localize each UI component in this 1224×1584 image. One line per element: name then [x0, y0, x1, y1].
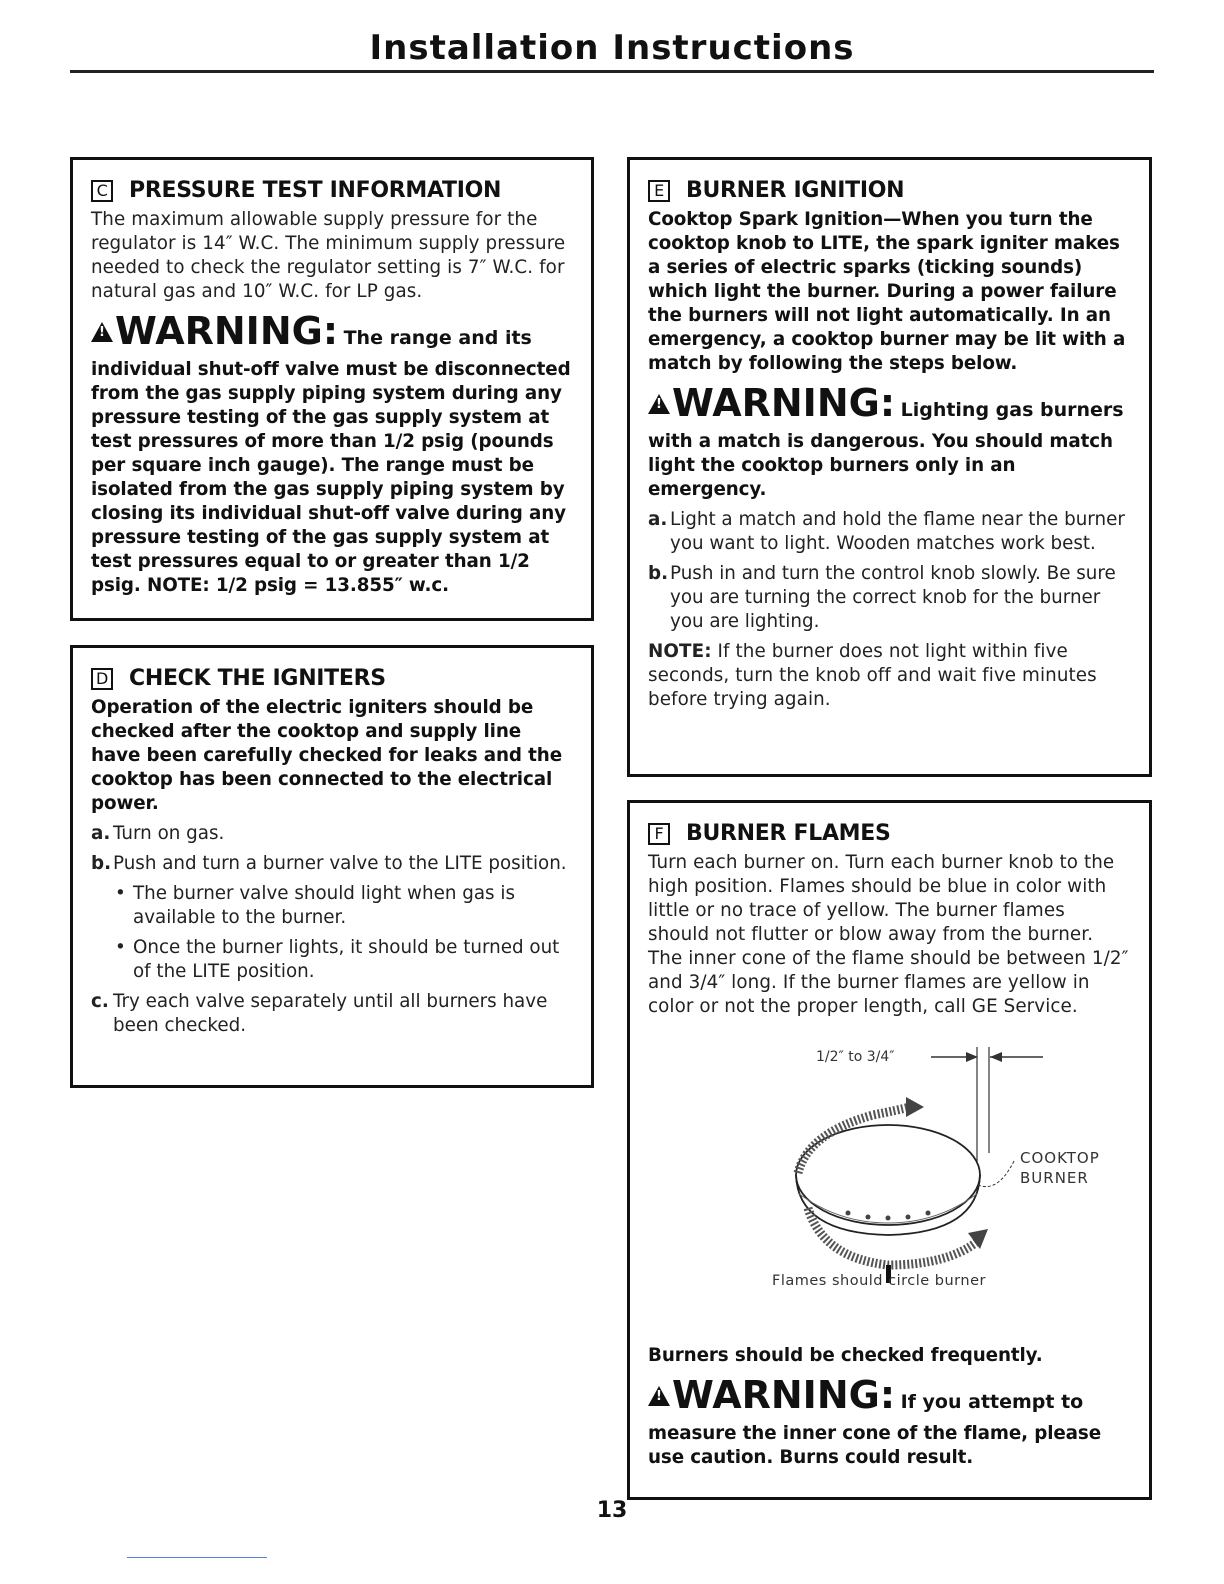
check-frequency-note: Burners should be checked frequently. — [648, 1345, 1043, 1366]
warning-lead: Lighting gas burners — [900, 399, 1124, 421]
step-label: a. — [648, 509, 668, 530]
arrow-head-icon — [968, 1229, 988, 1249]
warning-block — [648, 381, 1131, 430]
warning-triangle-icon — [91, 322, 113, 342]
warning-body: measure the inner cone of the flame, please use caution. Burns could result. — [648, 1423, 1101, 1468]
step-text: Light a match and hold the flame near the burner you want to light. Wooden matches work best. — [670, 509, 1125, 554]
bullet-item — [115, 936, 573, 984]
section-letter-d: D — [91, 668, 113, 690]
arrow-head-icon — [906, 1097, 924, 1117]
section-letter-c: C — [91, 180, 113, 202]
warning-word: WARNING: — [672, 381, 896, 425]
section-title: BURNER FLAMES — [686, 821, 891, 846]
burner-cap — [796, 1125, 980, 1225]
arrow-head-icon — [966, 1052, 978, 1062]
note-label: NOTE: — [648, 641, 712, 662]
section-body: The maximum allowable supply pressure for the regulator is 14″ W.C. The minimum supply pressure needed to check the regulator setting is 7″ W.C. for natural gas and 10″ W.C. for LP gas. — [91, 209, 566, 302]
step-text: Push in and turn the control knob slowly. Be sure you are turning the correct knob for the burner you are lighting. — [670, 563, 1116, 632]
step-text: Turn on gas. — [113, 823, 225, 844]
leader-line — [978, 1161, 1014, 1187]
bullet-text: The burner valve should light when gas is available to the burner. — [133, 883, 515, 928]
section-heading — [648, 819, 1131, 849]
burner-port — [926, 1211, 931, 1216]
warning-triangle-icon — [648, 1386, 670, 1406]
step-a — [648, 508, 1131, 556]
figure-caption: Flames should circle burner — [772, 1273, 986, 1289]
section-letter-f: F — [648, 823, 670, 845]
step-b — [91, 852, 573, 876]
warning-body: with a match is dangerous. You should match light the cooktop burners only in an emergency. — [648, 431, 1113, 500]
note — [648, 640, 1131, 712]
section-title: CHECK THE IGNITERS — [129, 666, 386, 691]
dimension-label: 1/2″ to 3/4″ — [816, 1049, 895, 1065]
title-divider — [70, 70, 1154, 73]
section-body: Turn each burner on. Turn each burner knob to the high position. Flames should be blue in color with little or no trace of yellow. The burner flames should not flutter or blow away from the burner. The inner cone of the flame should be between 1/2″ and 3/4″ long. If the burner flames are yellow in color or not the proper length, call GE Service. — [648, 852, 1129, 1017]
arrow-head-icon — [990, 1052, 1002, 1062]
step-text: Try each valve separately until all burners have been checked. — [113, 991, 548, 1036]
step-label: b. — [648, 563, 669, 584]
step-c — [91, 990, 573, 1038]
burner-port — [866, 1215, 871, 1220]
section-heading — [91, 664, 573, 694]
section-intro: Operation of the electric igniters should be checked after the cooktop and supply line have been carefully checked for leaks and the cooktop has been connected to the electrical power. — [91, 697, 563, 814]
bottom-link-underline[interactable] — [127, 1557, 267, 1558]
step-b — [648, 562, 1131, 634]
section-intro: Cooktop Spark Ignition—When you turn the cooktop knob to LITE, the spark igniter makes a series of electric sparks (ticking sounds) which light the burner. During a power failure the burners will not light automatically. In an emergency, a cooktop burner may be lit with a match by following the steps below. — [648, 209, 1126, 374]
section-heading — [648, 176, 1131, 206]
bullet-dot-icon: • — [115, 937, 126, 958]
page-number: 13 — [596, 1498, 628, 1523]
burner-port — [886, 1216, 891, 1221]
section-title: PRESSURE TEST INFORMATION — [129, 178, 502, 203]
step-label: b. — [91, 853, 112, 874]
bullet-text: Once the burner lights, it should be turned out of the LITE position. — [133, 937, 560, 982]
burner-flame-figure — [648, 1033, 1133, 1328]
warning-lead: If you attempt to — [900, 1391, 1084, 1413]
step-text: Push and turn a burner valve to the LITE position. — [113, 853, 567, 874]
warning-block — [648, 1373, 1131, 1422]
warning-triangle-icon — [648, 394, 670, 414]
section-check-igniters — [70, 645, 594, 1088]
section-burner-flames — [627, 800, 1152, 1500]
burner-port — [906, 1215, 911, 1220]
warning-lead: The range and its — [343, 327, 532, 349]
page-title: Installation Instructions — [369, 28, 855, 68]
section-title: BURNER IGNITION — [686, 178, 905, 203]
step-label: a. — [91, 823, 111, 844]
warning-word: WARNING: — [115, 309, 339, 353]
bullet-dot-icon: • — [115, 883, 126, 904]
warning-block — [91, 309, 573, 358]
step-label: c. — [91, 991, 109, 1012]
section-letter-e: E — [648, 180, 670, 202]
burner-port — [846, 1211, 851, 1216]
warning-word: WARNING: — [672, 1373, 896, 1417]
section-pressure-test — [70, 157, 594, 621]
note-text: If the burner does not light within five seconds, turn the knob off and wait five minutes before trying again. — [648, 641, 1097, 710]
burner-label: BURNER — [1020, 1169, 1089, 1187]
bullet-item — [115, 882, 573, 930]
warning-body: individual shut-off valve must be disconnected from the gas supply piping system during any pressure testing of the gas supply system at test pressures of more than 1/2 psig (pounds per square inch gauge). The range must be isolated from the gas supply piping system by closing its individual shut-off valve during any pressure testing of the gas supply system at test pressures equal to or greater than 1/2 psig. NOTE: 1/2 psig = 13.855″ w.c. — [91, 359, 571, 596]
cooktop-label: COOKTOP — [1020, 1149, 1100, 1167]
step-a — [91, 822, 573, 846]
section-heading — [91, 176, 573, 206]
section-burner-ignition — [627, 157, 1152, 777]
